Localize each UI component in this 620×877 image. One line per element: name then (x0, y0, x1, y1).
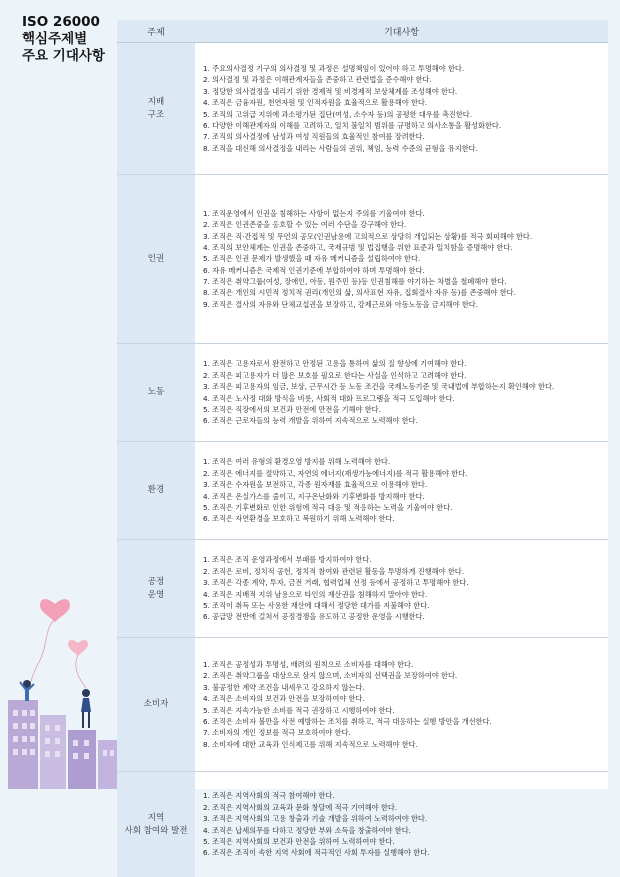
list-item: 1. 주요의사결정 기구의 의사결정 및 과정은 설명책임이 있어야 하고 투명해야 한다. (203, 63, 602, 74)
list-item: 3. 조직은 피고용자의 임금, 보상, 근무시간 등 노동 조건을 국제노동기준 및 국내법에 부합하는지 확인해야 한다. (203, 381, 602, 392)
topic-cell: 인권 (117, 175, 195, 344)
list-item: 7. 조직의 의사결정에 남성과 여성 직원들의 효율적인 참여를 장려한다. (203, 131, 602, 142)
list-item: 6. 조직은 근로자들의 능력 개발을 위하여 지속적으로 노력해야 한다. (203, 415, 602, 426)
list-item: 6. 조직은 소비자 불만을 사전 예방하는 조치를 취하고, 적극 대응하는 실행 방안을 개선한다. (203, 716, 602, 727)
person-figure (81, 689, 91, 728)
list-item: 8. 소비자에 대한 교육과 인식제고를 위해 지속적으로 노력해야 한다. (203, 739, 602, 750)
list-item: 4. 조직은 소비자의 보건과 안전을 보장하여야 한다. (203, 693, 602, 704)
table-row (117, 175, 608, 344)
list-item: 7. 소비자의 개인 정보를 적극 보호하여야 한다. (203, 727, 602, 738)
topic-cell: 공정 운영 (117, 540, 195, 638)
list-item: 6. 공급망 전반에 걸쳐서 공정경쟁을 유도하고 공정한 운영을 시행한다. (203, 611, 602, 622)
list-item: 1. 조직운영에서 인권을 침해하는 사항이 없는지 주의를 기울여야 한다. (203, 208, 602, 219)
list-item: 4. 조직의 보안체계는 인권을 존중하고, 국제규범 및 법집행을 위한 표준과 일치함을 증명해야 한다. (203, 242, 602, 253)
header-expectations: 기대사항 (195, 20, 608, 43)
items-cell (195, 540, 608, 638)
table-row (117, 43, 608, 175)
list-item: 2. 조직은 인권존중을 옹호할 수 있는 여러 수단을 강구해야 한다. (203, 219, 602, 230)
list-item: 4. 조직은 노사정 대화 방식을 비롯, 사회적 대화 프로그램을 적극 도입해야 한다. (203, 393, 602, 404)
list-item: 1. 조직은 고용자로서 완전하고 안정된 고용을 통하여 삶의 질 향상에 기여해야 한다. (203, 358, 602, 369)
list-item: 3. 조직은 지역사회의 고용 창출과 기술 개발을 위하여 노력하여야 한다. (203, 813, 602, 824)
list-item: 8. 조직을 대신해 의사결정을 내리는 사람들의 권위, 책임, 능력 수준의 균형을 유지한다. (203, 143, 602, 154)
table-row (117, 344, 608, 442)
topic-cell: 소비자 (117, 638, 195, 772)
side-title-line2: 핵심주제별 (22, 31, 122, 48)
table-row (117, 540, 608, 638)
person-figure (20, 680, 34, 701)
table-row (117, 442, 608, 540)
list-item: 5. 조직은 직장에서의 보건과 안전에 만전을 기해야 한다. (203, 404, 602, 415)
list-item: 2. 조직은 에너지를 절약하고, 자연의 에너지(재생가능에너지)를 적극 활용해야 한다. (203, 468, 602, 479)
list-item: 3. 조직은 직·간접적 및 무언의 공모(인권남용에 고의적으로 상당히 개입되는 상황)를 적극 회피해야 한다. (203, 231, 602, 242)
list-item: 5. 조직은 지역사회의 보건과 안전을 위하여 노력하여야 한다. (203, 836, 602, 847)
side-title-line3: 주요 기대사항 (22, 48, 122, 65)
table-row (117, 772, 608, 877)
topic-cell: 노동 (117, 344, 195, 442)
list-item: 3. 정당한 의사결정을 내리기 위한 경제적 및 비경제적 보상체계를 조성해야 한다. (203, 86, 602, 97)
heart-balloon-icon (68, 640, 88, 656)
header-topic: 주제 (117, 20, 195, 43)
list-item: 2. 조직은 지역사회의 교육과 문화 창달에 적극 기여해야 한다. (203, 802, 602, 813)
side-title (22, 14, 122, 65)
list-item: 7. 조직은 취약그룹(여성, 장애인, 아동, 원주민 등)등 인권침해를 야기하는 차별을 철폐해야 한다. (203, 276, 602, 287)
list-item: 4. 조직은 온실가스를 줄이고, 지구온난화와 기후변화를 방지해야 한다. (203, 491, 602, 502)
list-item: 5. 조직의 고위급 지위에 과소평가된 집단(여성, 소수자 등)의 공평한 대우를 촉진한다. (203, 109, 602, 120)
topic-cell: 지배 구조 (117, 43, 195, 175)
list-item: 5. 조직은 지속가능한 소비를 적극 권장하고 시행하여야 한다. (203, 705, 602, 716)
list-item: 1. 조직은 공정성과 투명성, 배려의 원칙으로 소비자를 대해야 한다. (203, 659, 602, 670)
list-item: 4. 조직은 금융자원, 천연자원 및 인적자원을 효율적으로 활용해야 한다. (203, 97, 602, 108)
list-item: 3. 조직은 수자원을 보전하고, 각종 원자재를 효율적으로 이용해야 한다. (203, 479, 602, 490)
side-title-line1: ISO 26000 (22, 14, 122, 31)
list-item: 9. 조직은 결사의 자유와 단체교섭권을 보장하고, 강제근로와 아동노동을 금지해야 한다. (203, 299, 602, 310)
list-item: 2. 의사결정 및 과정은 이해관계자들을 존중하고 관련법을 준수해야 한다. (203, 74, 602, 85)
list-item: 6. 자유 메커니즘은 국제적 인권기준에 부합하여야 하며 투명해야 한다. (203, 265, 602, 276)
list-item: 6. 조직은 자연환경을 보호하고 복원하기 위해 노력해야 한다. (203, 513, 602, 524)
table-row (117, 638, 608, 772)
list-item: 3. 조직은 각종 계약, 투자, 금전 거래, 협력업체 선정 등에서 공정하고 투명해야 한다. (203, 577, 602, 588)
expectations-table-container (117, 20, 608, 789)
items-cell (195, 175, 608, 344)
list-item: 1. 조직은 조직 운영과정에서 부패를 방지하여야 한다. (203, 554, 602, 565)
list-item: 2. 조직은 피고용자가 더 많은 보호를 필요로 한다는 사실을 인식하고 고려해야 한다. (203, 370, 602, 381)
items-cell (195, 638, 608, 772)
heart-balloon-icon (40, 599, 70, 622)
buildings-illustration (0, 560, 118, 789)
topic-cell: 환경 (117, 442, 195, 540)
expectations-table (117, 20, 608, 877)
list-item: 2. 조직은 로비, 정치적 공헌, 정치적 참여와 관련된 활동을 투명하게 진행해야 한다. (203, 566, 602, 577)
table-header-row (117, 20, 608, 43)
list-item: 5. 조직이 취득 또는 사용한 재산에 대해서 정당한 대가를 지불해야 한다. (203, 600, 602, 611)
list-item: 6. 조직은 조직이 속한 지역 사회에 적극적인 사회 투자를 실행해야 한다. (203, 847, 602, 858)
items-cell (195, 344, 608, 442)
list-item: 5. 조직은 인권 문제가 발생했을 때 자유 메커니즘을 설립하여야 한다. (203, 253, 602, 264)
list-item: 2. 조직은 취약그룹을 대상으로 삼지 않으며, 소비자의 선택권을 보장하여야 한다. (203, 670, 602, 681)
topic-cell: 지역 사회 참여와 발전 (117, 772, 195, 877)
list-item: 4. 조직은 지배적 지위 남용으로 타인의 재산권을 침해하지 말아야 한다. (203, 589, 602, 600)
list-item: 1. 조직은 여러 유형의 환경오염 방지를 위해 노력해야 한다. (203, 456, 602, 467)
items-cell (195, 43, 608, 175)
items-cell (195, 442, 608, 540)
list-item: 4. 조직은 납세의무를 다하고 정당한 부와 소득을 창출하여야 한다. (203, 825, 602, 836)
list-item: 1. 조직은 지역사회의 적극 참여해야 한다. (203, 790, 602, 801)
list-item: 6. 다양한 이해관계자의 이해를 고려하고, 일치 불일치 범위를 규명하고 의사소통을 활성화한다. (203, 120, 602, 131)
items-cell (195, 772, 608, 877)
list-item: 8. 조직은 개인의 시민적 정치적 권리(개인의 삶, 의사표현 자유, 집회결사 자유 등)를 존중해야 한다. (203, 287, 602, 298)
list-item: 5. 조직은 기후변화로 인한 위험에 적극 대응 및 적응하는 노력을 기울여야 한다. (203, 502, 602, 513)
list-item: 3. 불공정한 계약 조건을 내세우고 강요하지 않는다. (203, 682, 602, 693)
